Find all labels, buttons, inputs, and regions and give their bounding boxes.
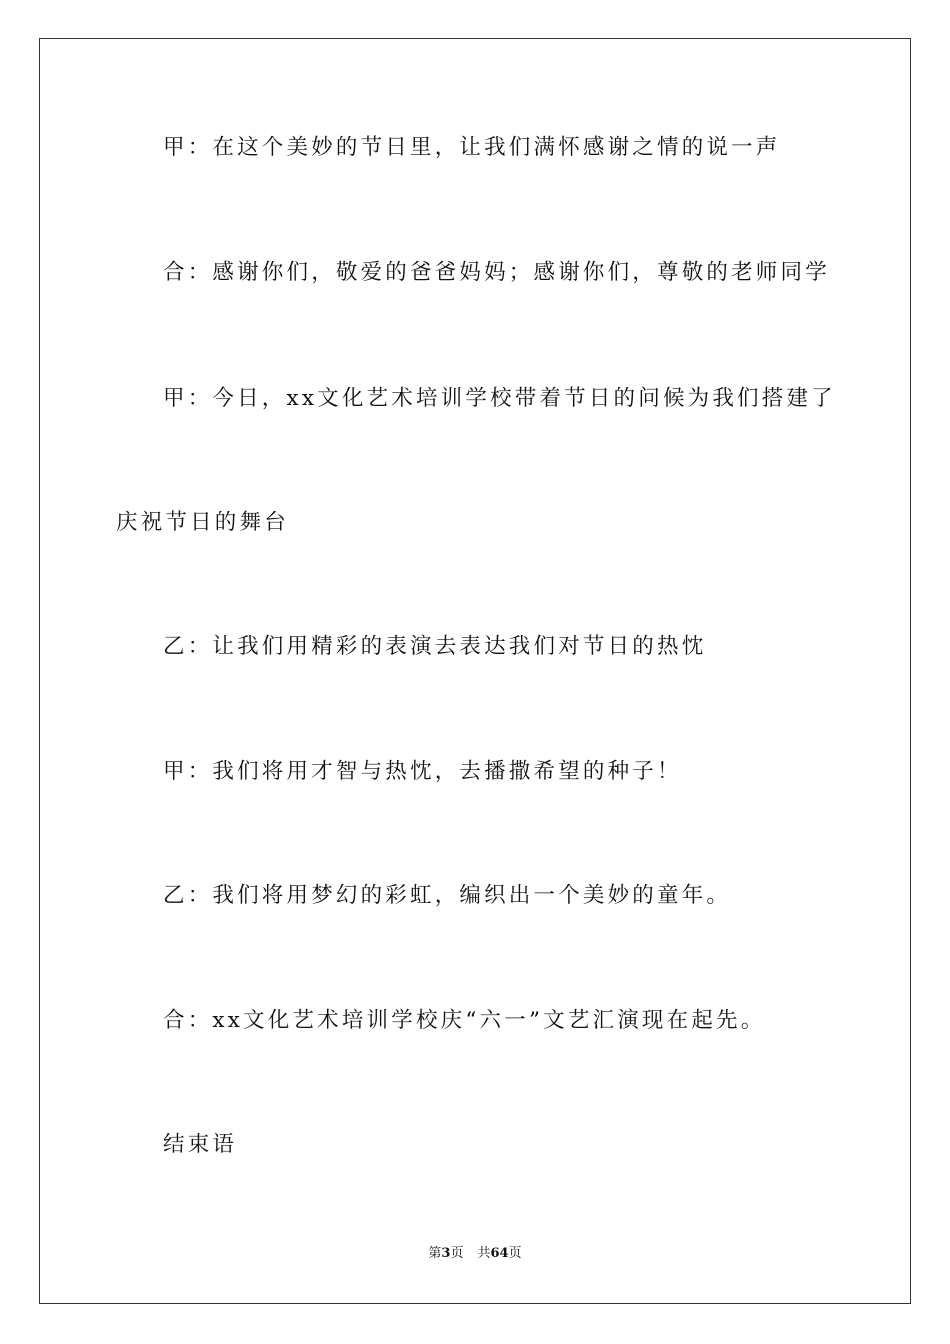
text-line-9: 结束语 [163,1132,238,1157]
text-line-5: 乙：让我们用精彩的表演去表达我们对节日的热忱 [163,634,707,659]
page-number: 3 [441,1246,451,1261]
page-prefix: 第 [428,1246,442,1261]
text-line-7: 乙：我们将用梦幻的彩虹，编织出一个美妙的童年。 [163,883,732,908]
text-line-4: 庆祝节日的舞台 [116,510,289,535]
page-footer [0,1245,950,1263]
page-suffix: 页 [450,1246,464,1261]
page-border [39,38,911,1304]
text-line-2: 合：感谢你们，敬爱的爸爸妈妈；感谢你们，尊敬的老师同学 [163,260,830,285]
text-line-6: 甲：我们将用才智与热忱，去播撒希望的种子！ [163,759,682,784]
text-line-3: 甲：今日，xx文化艺术培训学校带着节日的问候为我们搭建了 [163,386,836,411]
total-pages: 64 [490,1246,509,1261]
text-line-8: 合：xx文化艺术培训学校庆“六一”文艺汇演现在起先。 [163,1008,766,1033]
total-prefix: 共 [477,1246,491,1261]
text-line-1: 甲：在这个美妙的节日里，让我们满怀感谢之情的说一声 [163,135,781,160]
total-suffix: 页 [508,1246,522,1261]
